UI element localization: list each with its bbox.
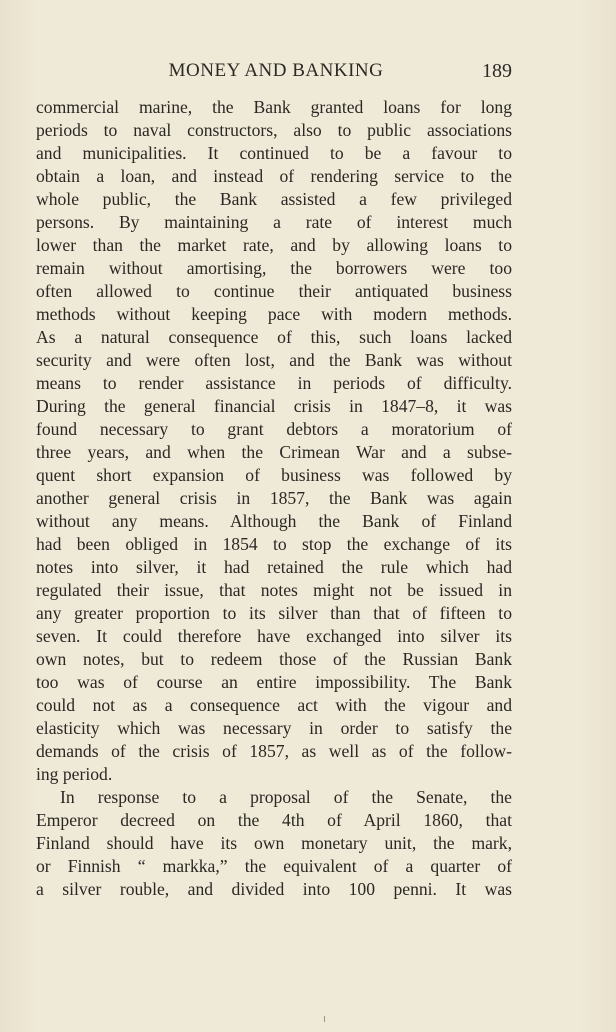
text-line: and municipalities. It continued to be a favour to: [36, 143, 512, 163]
text-line: had been obliged in 1854 to stop the exchange of its: [36, 534, 512, 554]
text-line: During the general financial crisis in 1847–8, it was: [36, 396, 512, 416]
text-line: too was of course an entire impossibility. The Bank: [36, 672, 512, 692]
text-line: security and were often lost, and the Bank was without: [36, 350, 512, 370]
text-line: demands of the crisis of 1857, as well as of the follow-: [36, 741, 512, 761]
text-line: seven. It could therefore have exchanged into silver its: [36, 626, 512, 646]
page-mark: [324, 1016, 325, 1022]
text-line: any greater proportion to its silver than that of fifteen to: [36, 603, 512, 623]
text-line: found necessary to grant debtors a moratorium of: [36, 419, 512, 439]
text-line: elasticity which was necessary in order to satisfy the: [36, 718, 512, 738]
text-line: regulated their issue, that notes might not be issued in: [36, 580, 512, 600]
text-line: often allowed to continue their antiquated business: [36, 281, 512, 301]
text-line: persons. By maintaining a rate of interest much: [36, 212, 512, 232]
text-line: ing period.: [36, 764, 113, 784]
text-line: could not as a consequence act with the vigour and: [36, 695, 512, 715]
text-line: a silver rouble, and divided into 100 penni. It was: [36, 879, 512, 899]
text-line: another general crisis in 1857, the Bank was again: [36, 488, 512, 508]
text-line: means to render assistance in periods of difficulty.: [36, 373, 512, 393]
text-line: Emperor decreed on the 4th of April 1860, that: [36, 810, 512, 830]
body-text: [36, 96, 512, 901]
text-line: lower than the market rate, and by allowing loans to: [36, 235, 512, 255]
text-line: commercial marine, the Bank granted loans for long: [36, 97, 512, 117]
text-line: remain without amortising, the borrowers were too: [36, 258, 512, 278]
text-line: obtain a loan, and instead of rendering service to the: [36, 166, 512, 186]
text-line: or Finnish “ markka,” the equivalent of a quarter of: [36, 856, 512, 876]
text-line: without any means. Although the Bank of Finland: [36, 511, 512, 531]
text-line: methods without keeping pace with modern methods.: [36, 304, 512, 324]
page-number: 189: [482, 60, 512, 82]
text-line: whole public, the Bank assisted a few privileged: [36, 189, 512, 209]
running-title: MONEY AND BANKING: [168, 60, 384, 81]
text-line: three years, and when the Crimean War and a subse-: [36, 442, 512, 462]
text-line: own notes, but to redeem those of the Russian Bank: [36, 649, 512, 669]
text-line: As a natural consequence of this, such loans lacked: [36, 327, 512, 347]
text-line: periods to naval constructors, also to public associations: [36, 120, 512, 140]
text-line: notes into silver, it had retained the rule which had: [36, 557, 512, 577]
text-line: In response to a proposal of the Senate, the: [60, 787, 512, 807]
text-line: Finland should have its own monetary unit, the mark,: [36, 833, 512, 853]
text-line: quent short expansion of business was followed by: [36, 465, 512, 485]
